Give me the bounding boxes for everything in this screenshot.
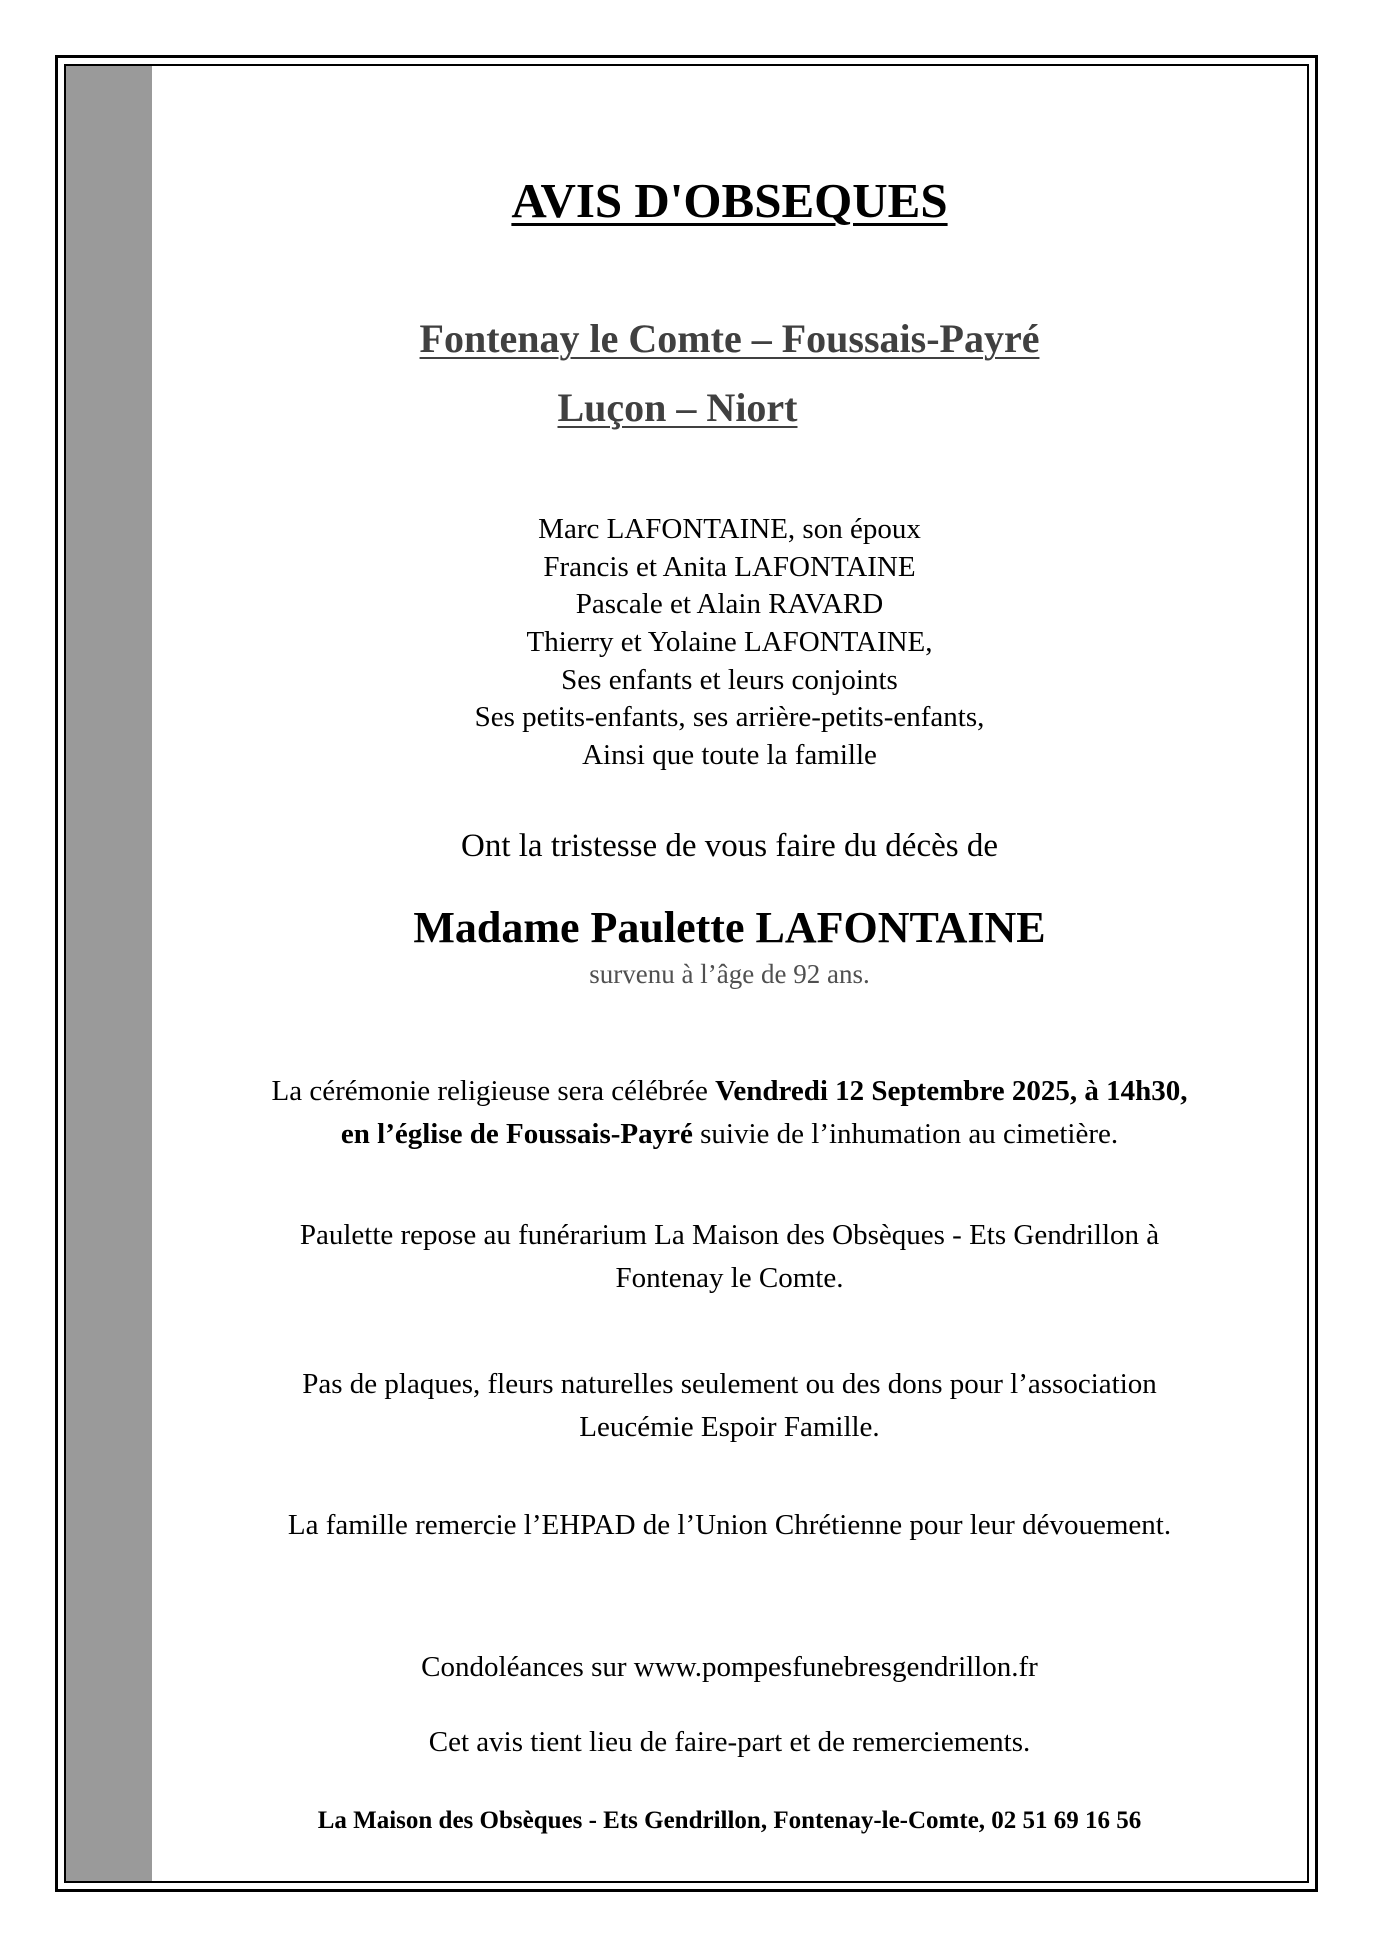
ceremony-line-2 [152, 1113, 1307, 1156]
condolences-text: Condoléances sur www.pompesfunebresgendrillon.fr [421, 1651, 1038, 1683]
family-member: Thierry et Yolaine LAFONTAINE, [526, 626, 933, 659]
repose-details [152, 1214, 1307, 1300]
repose-line-2: Fontenay le Comte. [615, 1262, 844, 1294]
family-list [152, 511, 1307, 775]
repose-line-1: Paulette repose au funérarium La Maison des Obsèques - Ets Gendrillon à [299, 1219, 1160, 1251]
deceased-age: survenu à l’âge de 92 ans. [589, 959, 870, 989]
ceremony-burial: suivie de l’inhumation au cimetière. [692, 1118, 1119, 1150]
ceremony-intro: La cérémonie religieuse sera célébrée [271, 1075, 716, 1107]
flowers-line-2: Leucémie Espoir Famille. [579, 1411, 880, 1443]
obituary-notice [152, 66, 1307, 1881]
places-line-1: Fontenay le Comte – Foussais-Payré [419, 316, 1040, 361]
decorative-side-bar [66, 66, 152, 1881]
family-member: Pascale et Alain RAVARD [575, 588, 884, 621]
ceremony-details [152, 1070, 1307, 1156]
family-member: Francis et Anita LAFONTAINE [543, 550, 916, 583]
notice-statement: Cet avis tient lieu de faire-part et de remerciements. [428, 1726, 1031, 1758]
family-member: Ses petits-enfants, ses arrière-petits-enfants, [474, 701, 985, 734]
family-thanks: La famille remercie l’EHPAD de l’Union Chrétienne pour leur dévouement. [287, 1509, 1172, 1541]
flowers-details [152, 1363, 1307, 1449]
ceremony-line-1 [152, 1070, 1307, 1113]
places-line-2: Luçon – Niort [557, 385, 798, 430]
ceremony-date: Vendredi 12 Septembre 2025, à 14h30, [715, 1075, 1188, 1107]
deceased-name: Madame Paulette LAFONTAINE [413, 903, 1046, 952]
ceremony-place: en l’église de Foussais-Payré [340, 1118, 693, 1150]
announcement-text: Ont la tristesse de vous faire du décès de [461, 828, 998, 864]
family-member: Ainsi que toute la famille [582, 739, 877, 772]
funeral-home-footer: La Maison des Obsèques - Ets Gendrillon, Fontenay-le-Comte, 02 51 69 16 56 [317, 1807, 1142, 1834]
family-member: Ses enfants et leurs conjoints [561, 663, 898, 696]
notice-title: AVIS D'OBSEQUES [511, 173, 948, 228]
family-member: Marc LAFONTAINE, son époux [538, 513, 921, 545]
flowers-line-1: Pas de plaques, fleurs naturelles seulement ou des dons pour l’association [302, 1368, 1157, 1400]
